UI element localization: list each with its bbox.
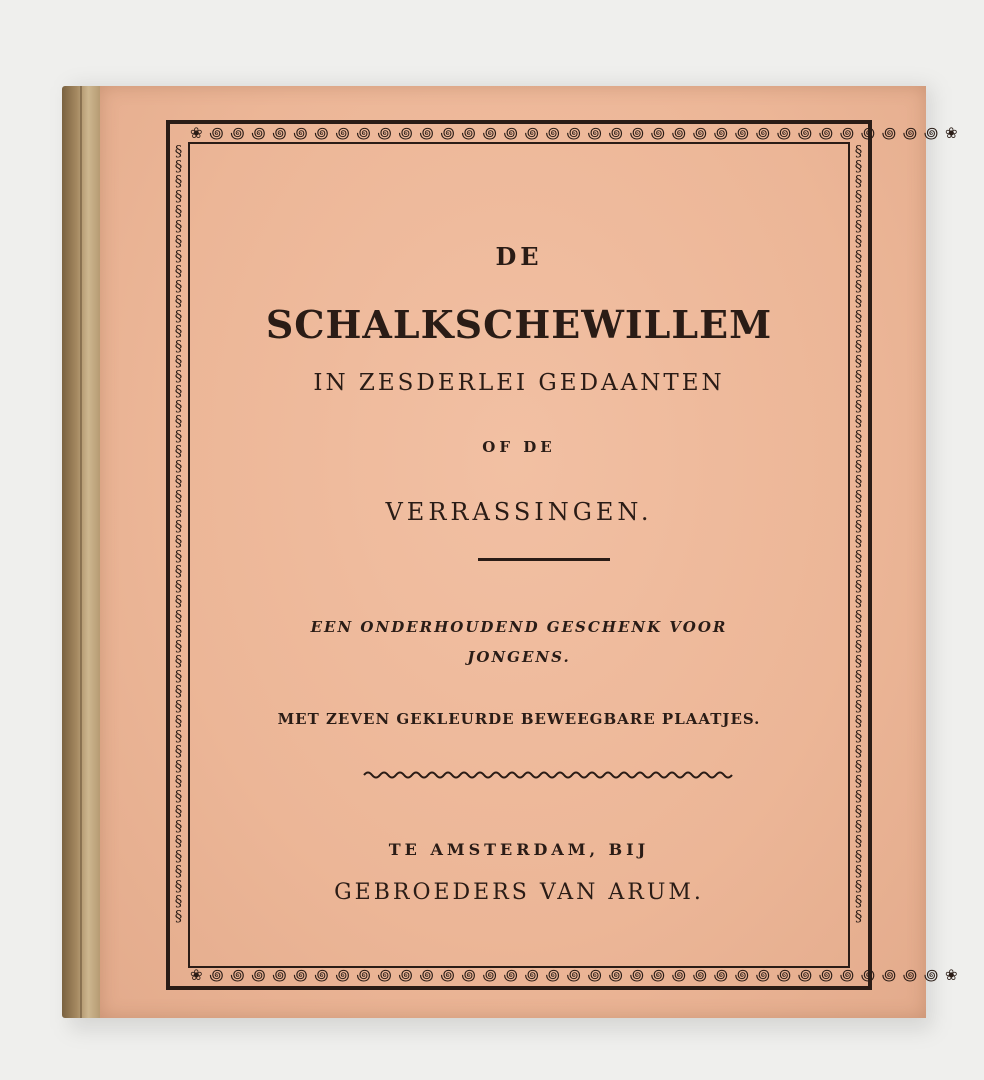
imprint-place: TE AMSTERDAM, BIJ [388, 840, 650, 859]
plates-note: MET ZEVEN GEKLEURDE BEWEEGBARE PLAATJES. [277, 710, 761, 728]
divider-rule [478, 558, 610, 561]
tagline: EEN ONDERHOUDEND GESCHENK VOOR JONGENS. [310, 618, 728, 666]
ornamental-frame [166, 120, 959, 990]
ornament-border-bottom: ❀ ꩜ ꩜ ꩜ ꩜ ꩜ ꩜ ꩜ ꩜ ꩜ ꩜ ꩜ ꩜ ꩜ ꩜ ꩜ ꩜ ꩜ ꩜ ꩜ ꩜ ꩜ ꩜ ꩜ ꩜ ꩜ ꩜ ꩜ ꩜ ꩜ ꩜ ꩜ ꩜ ꩜ ꩜ ꩜ ❀ [190, 966, 959, 984]
inner-rule [188, 142, 850, 968]
title-line-de: DE [495, 242, 543, 271]
ornament-border-left: §§§§§§§§§§§§§§§§§§§§§§§§§§§§§§§§§§§§§§§§§§§§§§§§§§§§ [174, 142, 184, 925]
book-subtitle: IN ZESDERLEI GEDAANTEN [313, 370, 725, 396]
book-cover [100, 86, 959, 1018]
ornament-border-top: ❀ ꩜ ꩜ ꩜ ꩜ ꩜ ꩜ ꩜ ꩜ ꩜ ꩜ ꩜ ꩜ ꩜ ꩜ ꩜ ꩜ ꩜ ꩜ ꩜ ꩜ ꩜ ꩜ ꩜ ꩜ ꩜ ꩜ ꩜ ꩜ ꩜ ꩜ ꩜ ꩜ ꩜ ꩜ ꩜ ❀ [190, 124, 959, 142]
wavy-divider [364, 770, 732, 780]
title-line-of-de: OF DE [482, 438, 556, 456]
imprint-publisher: GEBROEDERS VAN ARUM. [334, 880, 704, 905]
title-line-verrassingen: VERRASSINGEN. [385, 498, 653, 526]
book-title: SCHALKSCHEWILLEM [265, 302, 773, 347]
title-panel [230, 184, 808, 926]
book [62, 86, 959, 1018]
ornament-border-right: §§§§§§§§§§§§§§§§§§§§§§§§§§§§§§§§§§§§§§§§§§§§§§§§§§§§ [854, 142, 864, 925]
